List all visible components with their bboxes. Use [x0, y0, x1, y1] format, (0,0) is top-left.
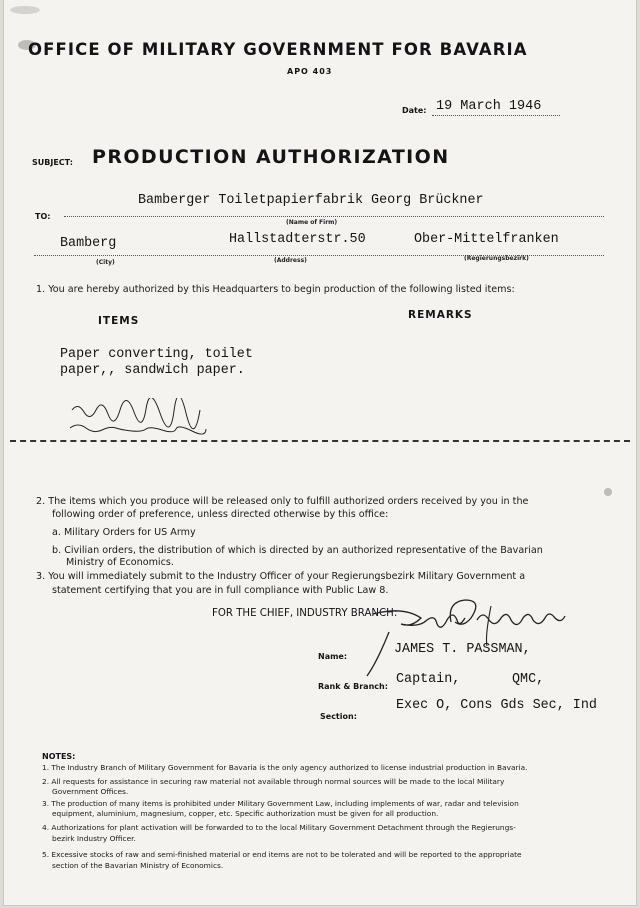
date-value: 19 March 1946 — [436, 99, 542, 114]
document-page — [4, 0, 636, 905]
rank-branch-label: Rank & Branch: — [318, 682, 388, 691]
office-title: OFFICE OF MILITARY GOVERNMENT FOR BAVARIA — [28, 40, 528, 59]
section-value: Exec O, Cons Gds Sec, Ind — [396, 698, 597, 713]
signature-for-line: FOR THE CHIEF, INDUSTRY BRANCH: — [212, 608, 398, 619]
subject-title: PRODUCTION AUTHORIZATION — [92, 146, 450, 168]
paragraph-3-line-1: 3. You will immediately submit to the Industry Officer of your Regierungsbezirk Military Government a — [36, 571, 526, 582]
items-line-1: Paper converting, toilet — [60, 347, 253, 362]
note-3-line-2: equipment, aluminium, magnesium, copper, etc. Specific authorization must be given for all production. — [52, 809, 439, 818]
city-value: Bamberg — [60, 236, 117, 251]
name-value: JAMES T. PASSMAN, — [394, 642, 531, 657]
note-4-line-2: bezirk Industry Officer. — [52, 834, 136, 843]
notes-heading: NOTES: — [42, 752, 76, 761]
paragraph-2-line-1: 2. The items which you produce will be released only to fulfill authorized orders received by you in the — [36, 496, 529, 507]
paragraph-1: 1. You are hereby authorized by this Headquarters to begin production of the following listed items: — [36, 284, 515, 295]
remarks-heading: REMARKS — [408, 309, 473, 321]
paragraph-3-line-2: statement certifying that you are in full compliance with Public Law 8. — [52, 585, 389, 596]
items-line-2: paper,, sandwich paper. — [60, 363, 245, 378]
paragraph-2-item-a: a. Military Orders for US Army — [52, 527, 196, 538]
address-caption: (Address) — [274, 257, 307, 264]
branch-value: QMC, — [512, 672, 545, 687]
note-2-line-2: Government Offices. — [52, 787, 129, 796]
apo-number: APO 403 — [287, 67, 333, 76]
firm-name: Bamberger Toiletpapierfabrik Georg Brückner — [138, 193, 484, 208]
region-caption: (Regierungsbezirk) — [464, 255, 529, 262]
name-label: Name: — [318, 652, 348, 661]
note-1: 1. The Industry Branch of Military Government for Bavaria is the only agency authorized to license industrial production in Bavaria. — [42, 763, 528, 772]
firm-caption: (Name of Firm) — [286, 219, 338, 226]
section-label: Section: — [320, 712, 357, 721]
ink-smudge — [10, 6, 40, 14]
note-3-line-1: 3. The production of many items is prohibited under Military Government Law, including implements of war, radar and television — [42, 799, 519, 808]
handwritten-signature — [359, 592, 599, 682]
ink-smudge — [604, 488, 612, 496]
date-underline — [432, 115, 560, 116]
city-caption: (City) — [96, 259, 115, 266]
region-value: Ober-Mittelfranken — [414, 232, 559, 247]
note-5-line-2: section of the Bavarian Ministry of Economics. — [52, 861, 224, 870]
to-label: TO: — [35, 212, 51, 221]
paragraph-2-item-b-line-1: b. Civilian orders, the distribution of which is directed by an authorized representative of the Bavarian — [52, 545, 543, 556]
paragraph-2-line-2: following order of preference, unless directed otherwise by this office: — [52, 509, 389, 520]
date-label: Date: — [402, 106, 427, 115]
section-divider — [10, 440, 630, 442]
paragraph-2-item-b-line-2: Ministry of Economics. — [66, 557, 174, 568]
firm-underline — [64, 216, 604, 217]
subject-label: SUBJECT: — [32, 158, 73, 167]
items-heading: ITEMS — [98, 315, 140, 327]
note-2-line-1: 2. All requests for assistance in securing raw material not available through normal sources will be made to the local Military — [42, 777, 505, 786]
address-value: Hallstadterstr.50 — [229, 232, 366, 247]
note-5-line-1: 5. Excessive stocks of raw and semi-finished material or end items are not to be tolerated and will be reported to the appropriate — [42, 850, 522, 859]
note-4-line-1: 4. Authorizations for plant activation will be forwarded to to the local Military Government Detachment through the Regierungs- — [42, 823, 516, 832]
rank-value: Captain, — [396, 672, 461, 687]
